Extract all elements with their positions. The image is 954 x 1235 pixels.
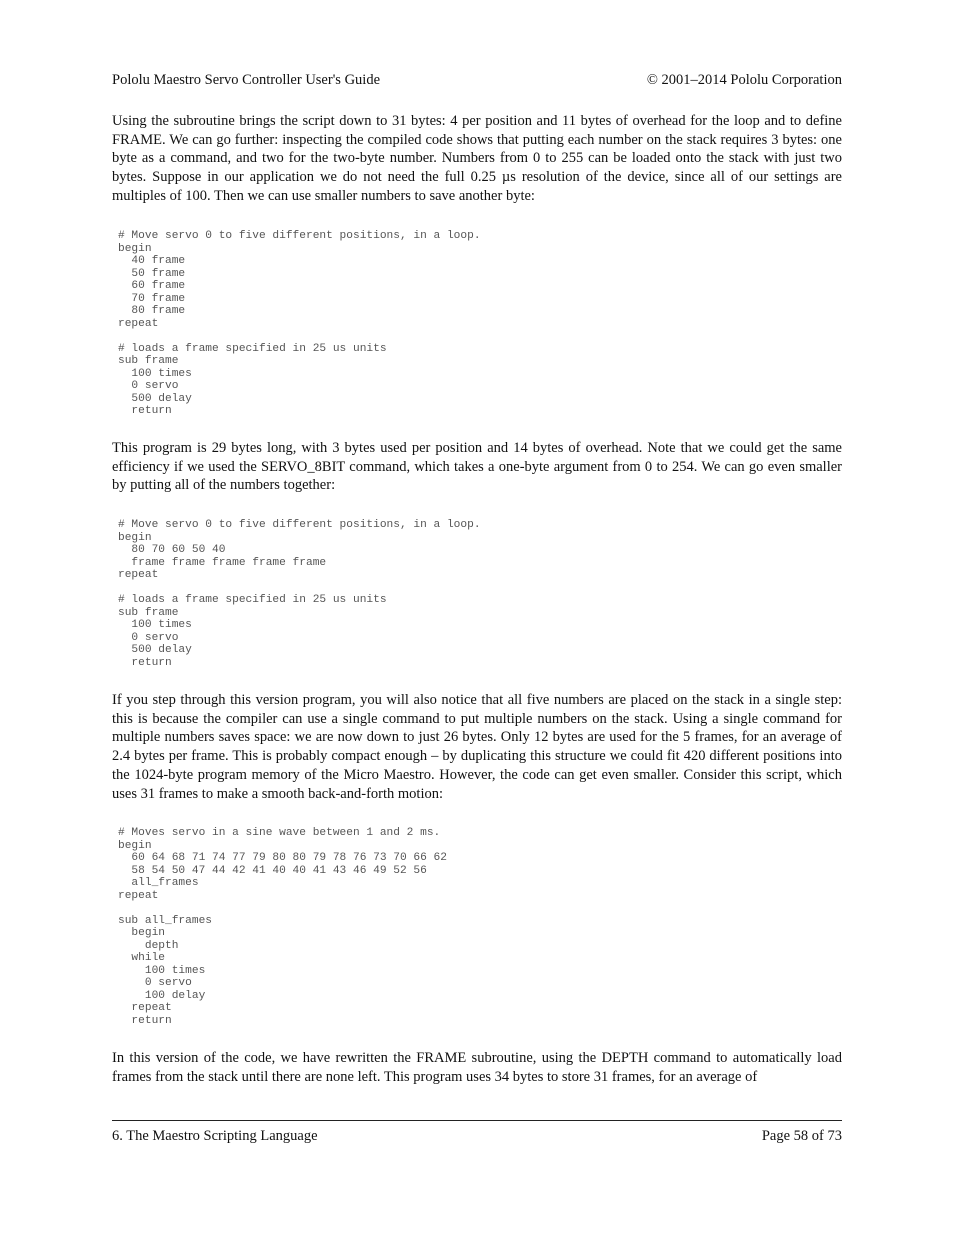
paragraph-depth-command: In this version of the code, we have rewritten the FRAME subroutine, using the DEPTH command to automatically load frames from the stack until there are none left. This program uses 34 bytes to store 31 frames, for an average of	[112, 1050, 842, 1085]
document-page	[112, 0, 842, 1235]
page-footer	[112, 1126, 842, 1146]
code-block-1: # Move servo 0 to five different positions, in a loop. begin 40 frame 50 frame 60 frame 70 frame 80 frame repeat # loads a frame specified in 25 us units sub frame 100 times 0 servo 500 delay return	[118, 230, 481, 417]
paragraph-subroutine-intro: Using the subroutine brings the script down to 31 bytes: 4 per position and 11 bytes of overhead for the loop and to define FRAME. We can go further: inspecting the compiled code shows that putting each number on the stack requires 3 bytes: one byte as a command, and two for the two-byte number. Numbers from 0 to 255 can be loaded onto the stack with just two bytes. Suppose in our application we do not need the full 0.25 µs resolution of the device, since all of our settings are multiples of 100. Then we can use smaller numbers to save another byte:	[112, 113, 842, 204]
page-header	[112, 70, 842, 90]
header-copyright: © 2001–2014 Pololu Corporation	[646, 72, 842, 88]
paragraph-step-through: If you step through this version program, you will also notice that all five numbers are placed on the stack in a single step: this is because the compiler can use a single command to put multiple numbers on the stack. Using a single command for multiple numbers saves space: we are now down to just 26 bytes. Only 12 bytes are used for the 5 frames, for an average of 2.4 bytes per frame. This is probably compact enough – by duplicating this structure we could fit 420 different positions into the 1024-byte program memory of the Micro Maestro. However, the code can get even smaller. Consider this script, which uses 31 frames to make a smooth back-and-forth motion:	[112, 692, 842, 802]
footer-page-number: Page 58 of 73	[761, 1128, 842, 1144]
header-title: Pololu Maestro Servo Controller User's Guide	[112, 72, 381, 88]
footer-section: 6. The Maestro Scripting Language	[112, 1128, 318, 1144]
code-block-3: # Moves servo in a sine wave between 1 and 2 ms. begin 60 64 68 71 74 77 79 80 80 79 78 76 73 70 66 62 58 54 50 47 44 42 41 40 40 41 43 46 49 52 56 all_frames repeat sub all_frames begin depth while 100 times 0 servo 100 delay repeat return	[118, 827, 447, 1027]
code-block-2: # Move servo 0 to five different positions, in a loop. begin 80 70 60 50 40 frame frame frame frame frame repeat # loads a frame specified in 25 us units sub frame 100 times 0 servo 500 delay return	[118, 519, 481, 669]
paragraph-29-bytes: This program is 29 bytes long, with 3 bytes used per position and 14 bytes of overhead. Note that we could get the same efficiency if we used the SERVO_8BIT command, which takes a one-byte argument from 0 to 254. We can go even smaller by putting all of the numbers together:	[112, 440, 842, 494]
footer-divider	[112, 1120, 842, 1121]
